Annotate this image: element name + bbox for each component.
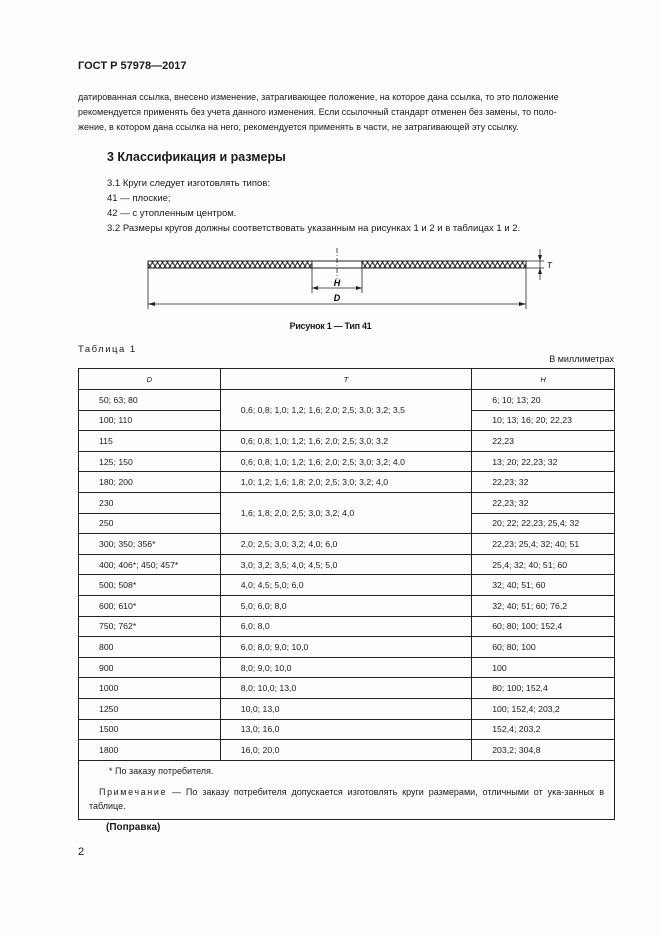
table-row [79,657,615,678]
cell-h: 203,2; 304,8 [472,740,615,761]
dimension-t-label: T [547,261,552,270]
dimension-d-label: D [333,293,341,303]
cell-h: 100; 152,4; 203,2 [472,698,615,719]
page-number: 2 [78,846,85,858]
table-row [79,678,615,699]
cell-d: 400; 406*; 450; 457* [79,554,221,575]
cell-h: 6; 10; 13; 20 [472,390,615,411]
note-text: — По заказу потребителя допускается изготовлять круги размерами, отличными от ука-занных в таблице. [89,786,604,811]
table-footnote: * По заказу потребителя. [109,765,214,776]
cell-d: 800 [79,637,221,658]
cell-t: 8,0; 10,0; 13,0 [220,678,471,699]
dimension-d [148,293,526,306]
cell-d: 100; 110 [79,410,221,431]
wheel-section-left [148,261,312,268]
section-title: 3 Классификация и размеры [107,150,286,164]
cell-h: 25,4; 32; 40; 51; 60 [472,554,615,575]
paragraph-3-1: 3.1 Круги следует изготовлять типов: [107,178,270,189]
table-row [79,472,615,493]
cell-h: 10; 13; 16; 20; 22,23 [472,410,615,431]
cell-t: 1,0; 1,2; 1,6; 1,8; 2,0; 2,5; 3,0; 3,2; 4,0 [220,472,471,493]
table-row [79,492,615,513]
table-row [79,637,615,658]
dimensions-table [78,368,615,820]
cell-t: 0,6; 0,8; 1,0; 1,2; 1,6; 2,0; 2,5; 3,0; 3,2 [220,431,471,452]
table-row [79,534,615,555]
cell-h: 20; 22; 22,23; 25,4; 32 [472,513,615,534]
intro-paragraph [78,90,614,135]
cell-h: 32; 40; 51; 60; 76,2 [472,595,615,616]
cell-t: 16,0; 20,0 [220,740,471,761]
cell-h: 100 [472,657,615,678]
cell-d: 115 [79,431,221,452]
cell-d: 230 [79,492,221,513]
intro-line: жение, в котором дана ссылка на него, рекомендуется применять в части, не затрагивающей эту ссылку. [78,122,519,132]
note-label: Примечание [99,786,168,797]
table-row [79,616,615,637]
header-d: D [79,369,221,390]
table-note [89,785,604,813]
table-row [79,451,615,472]
cell-d: 300; 350; 356* [79,534,221,555]
page-header: ГОСТ Р 57978—2017 [78,60,187,72]
cell-d: 1500 [79,719,221,740]
table-row [79,431,615,452]
correction-label: (Поправка) [106,822,161,833]
figure-caption: Рисунок 1 — Тип 41 [289,321,372,331]
cell-d: 250 [79,513,221,534]
cell-d: 180; 200 [79,472,221,493]
cell-d: 750; 762* [79,616,221,637]
table-row [79,554,615,575]
cell-d: 125; 150 [79,451,221,472]
cell-t: 6,0; 8,0 [220,616,471,637]
paragraph-type-41: 41 — плоские; [107,193,171,204]
table-notes-row [79,760,615,819]
cell-t: 6,0; 8,0; 9,0; 10,0 [220,637,471,658]
cell-t: 10,0; 13,0 [220,698,471,719]
cell-t: 0,6; 0,8; 1,0; 1,2; 1,6; 2,0; 2,5; 3,0; 3,2; 4,0 [220,451,471,472]
cell-d: 500; 508* [79,575,221,596]
cell-t: 5,0; 6,0; 8,0 [220,595,471,616]
table-label: Таблица 1 [78,344,137,355]
cell-d: 1000 [79,678,221,699]
cell-t: 1,6; 1,8; 2,0; 2,5; 3,0; 3,2; 4,0 [220,492,471,533]
wheel-section-right [362,261,526,268]
cell-t: 2,0; 2,5; 3,0; 3,2; 4,0; 6,0 [220,534,471,555]
cell-h: 60; 80; 100 [472,637,615,658]
cell-d: 600; 610* [79,595,221,616]
cell-d: 900 [79,657,221,678]
header-t: T [220,369,471,390]
figure-type-41-drawing [140,245,560,315]
dimension-h [312,278,362,290]
cell-h: 32; 40; 51; 60 [472,575,615,596]
cell-d: 1250 [79,698,221,719]
cell-t: 13,0; 16,0 [220,719,471,740]
cell-d: 1800 [79,740,221,761]
cell-h: 22,23; 25,4; 32; 40; 51 [472,534,615,555]
intro-line: рекомендуется применять без учета данного изменения. Если ссылочный стандарт отменен без замены, то поло- [78,107,557,117]
table-row [79,390,615,411]
paragraph-3-2: 3.2 Размеры кругов должны соответствовать указанным на рисунках 1 и 2 и в таблицах 1 и 2. [107,223,521,234]
table-units: В миллиметрах [549,354,614,364]
table-notes-cell [79,760,615,819]
table-row [79,595,615,616]
cell-t: 8,0; 9,0; 10,0 [220,657,471,678]
cell-d: 50; 63; 80 [79,390,221,411]
table-row [79,575,615,596]
paragraph-type-42: 42 — с утопленным центром. [107,208,237,219]
cell-h: 22,23; 32 [472,492,615,513]
cell-h: 152,4; 203,2 [472,719,615,740]
cell-t: 3,0; 3,2; 3,5; 4,0; 4,5; 5,0 [220,554,471,575]
cell-h: 22,23 [472,431,615,452]
cell-h: 13; 20; 22,23; 32 [472,451,615,472]
table-row [79,698,615,719]
intro-line: датированная ссылка, внесено изменение, затрагивающее положение, на которое дана ссылка, то это положение [78,92,559,102]
dimension-t [526,249,553,280]
table-row [79,740,615,761]
header-h: H [472,369,615,390]
cell-h: 60; 80; 100; 152,4 [472,616,615,637]
cell-h: 80; 100; 152,4 [472,678,615,699]
table-header-row [79,369,615,390]
table-row [79,719,615,740]
cell-t: 4,0; 4,5; 5,0; 6,0 [220,575,471,596]
cell-t: 0,6; 0,8; 1,0; 1,2; 1,6; 2,0; 2,5; 3,0; 3,2; 3,5 [220,390,471,431]
cell-h: 22,23; 32 [472,472,615,493]
dimension-h-label: H [333,278,341,288]
